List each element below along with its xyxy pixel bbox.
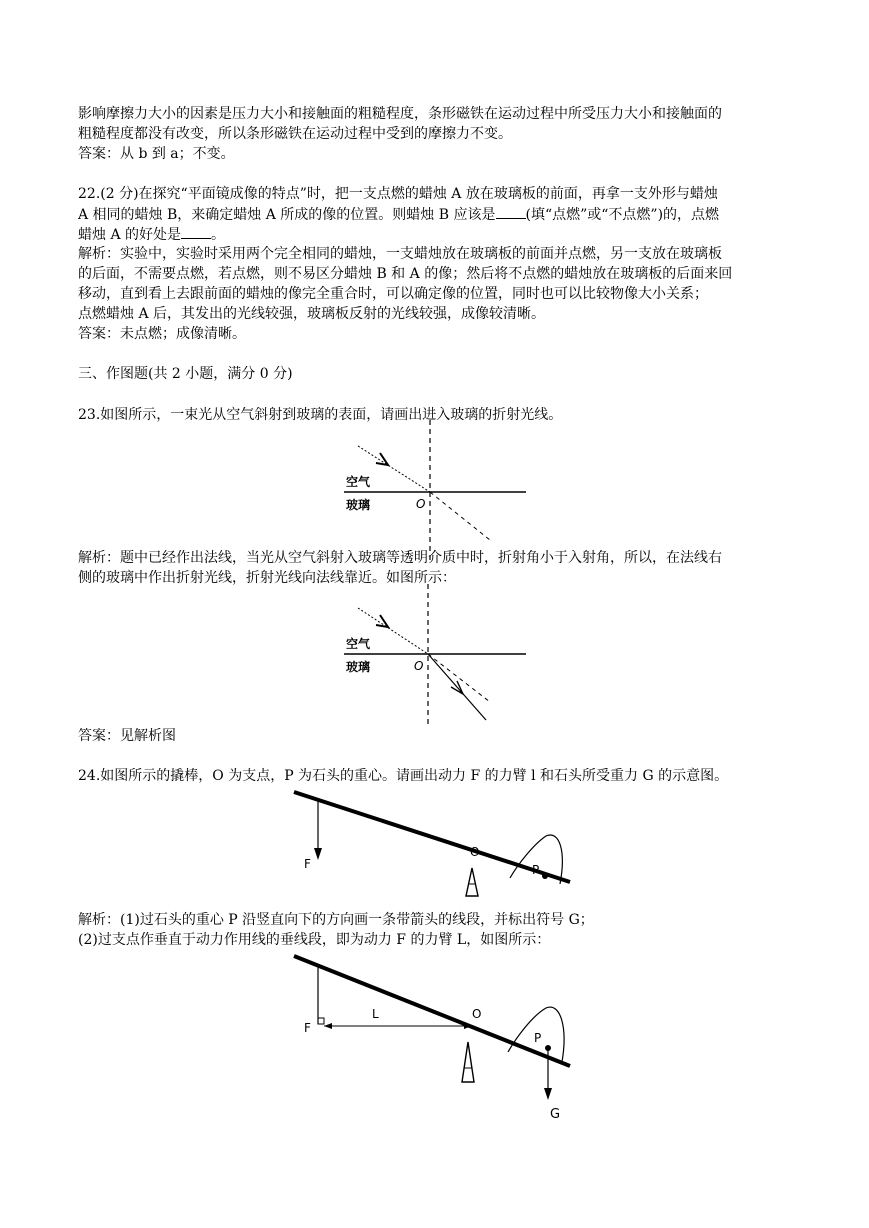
label-glass: 玻璃 [346,660,371,674]
label-p: P [534,1031,542,1045]
q22-answer: 答案：未点燃；成像清晰。 [78,326,246,342]
q24-figure-answer [290,948,580,1128]
q22-analysis-line4: 点燃蜡烛 A 后，其发出的光线较强，玻璃板反射的光线较强，成像较清晰。 [78,306,546,322]
incident-arrow-icon [376,615,388,627]
label-f: F [304,1021,311,1035]
q21-answer: 答案：从 b 到 a；不变。 [78,146,235,162]
q23-answer: 答案：见解析图 [78,728,176,744]
label-o: O [472,1007,482,1021]
label-o: O [414,659,424,673]
q22-analysis-line2: 的后面，不需要点燃，若点燃，则不易区分蜡烛 B 和 A 的像；然后将不点燃的蜡烛放在玻璃板的后面来回 [78,266,733,282]
lever-bar [294,956,570,1066]
incident-arrow-icon [376,453,388,465]
q22-question-line1: 22.(2 分)在探究“平面镜成像的特点”时，把一支点燃的蜡烛 A 放在玻璃板的前面，再拿一支外形与蜡烛 [78,186,718,202]
q23-figure-question [340,420,540,560]
gravity-arrow-icon [544,1088,552,1100]
lever-bar [294,792,570,882]
refracted-ray [428,654,486,720]
q24-question: 24.如图所示的撬棒，O 为支点，P 为石头的重心。请画出动力 F 的力臂 l 和石头所受重力 G 的示意图。 [78,768,729,784]
label-p: P [532,863,540,877]
q21-analysis-line1: 影响摩擦力大小的因素是压力大小和接触面的粗糙程度，条形磁铁在运动过程中所受压力大小和接触面的 [78,106,722,122]
q23-figure-answer [340,584,540,724]
q22-blank2 [181,224,211,239]
q22-line3-part1: 蜡烛 A 的好处是 [78,227,182,243]
arm-arrow-left-icon [324,1023,332,1029]
q24-analysis-line1: 解析：(1)过石头的重心 P 沿竖直向下的方向画一条带箭头的线段，并标出符号 G； [78,912,594,928]
q23-analysis-line1: 解析：题中已经作出法线，当光从空气斜射入玻璃等透明介质中时，折射角小于入射角，所以，在法线右 [78,550,722,566]
q22-analysis-line3: 移动，直到看上去跟前面的蜡烛的像完全重合时，可以确定像的位置，同时也可以比较物像大小关系； [78,286,708,302]
q24-figure-question [290,784,580,904]
q22-line3-part2: 。 [211,227,226,243]
q24-analysis-line2: (2)过支点作垂直于动力作用线的垂线段，即为动力 F 的力臂 L，如图所示： [78,932,551,948]
label-air: 空气 [346,475,371,489]
section3-title: 三、作图题(共 2 小题，满分 0 分) [78,366,293,382]
q22-question-line2 [78,204,719,225]
q21-analysis-line2: 粗糙程度都没有改变，所以条形磁铁在运动过程中受到的摩擦力不变。 [78,126,512,142]
q23-question: 23.如图所示，一束光从空气斜射到玻璃的表面，请画出进入玻璃的折射光线。 [78,407,563,423]
label-g: G [550,1107,561,1122]
fulcrum-icon [466,868,478,896]
label-o: O [470,845,480,859]
force-f-arrow-icon [314,848,322,860]
q22-analysis-line1: 解析：实验中，实验时采用两个完全相同的蜡烛，一支蜡烛放在玻璃板的前面并点燃，另一支放在玻璃板 [78,246,722,262]
q23-analysis-line2: 侧的玻璃中作出折射光线，折射光线向法线靠近。如图所示： [78,570,456,586]
q22-line2-part1: A 相同的蜡烛 B，来确定蜡烛 A 所成的像的位置。则蜡烛 B 应该是 [78,207,496,223]
q22-question-line3 [78,224,225,245]
extension-line [430,492,490,540]
q22-line2-part2: (填“点燃”或“不点燃”)的，点燃 [525,207,720,223]
fulcrum-icon [462,1042,474,1082]
extension-line [428,654,490,702]
label-glass: 玻璃 [346,498,371,512]
label-o: O [416,497,426,511]
label-air: 空气 [346,637,371,651]
center-of-gravity-p [542,873,548,879]
q22-blank1 [496,204,526,219]
right-angle-mark [318,1018,324,1024]
label-f: F [304,857,311,871]
label-l: L [372,1007,379,1021]
